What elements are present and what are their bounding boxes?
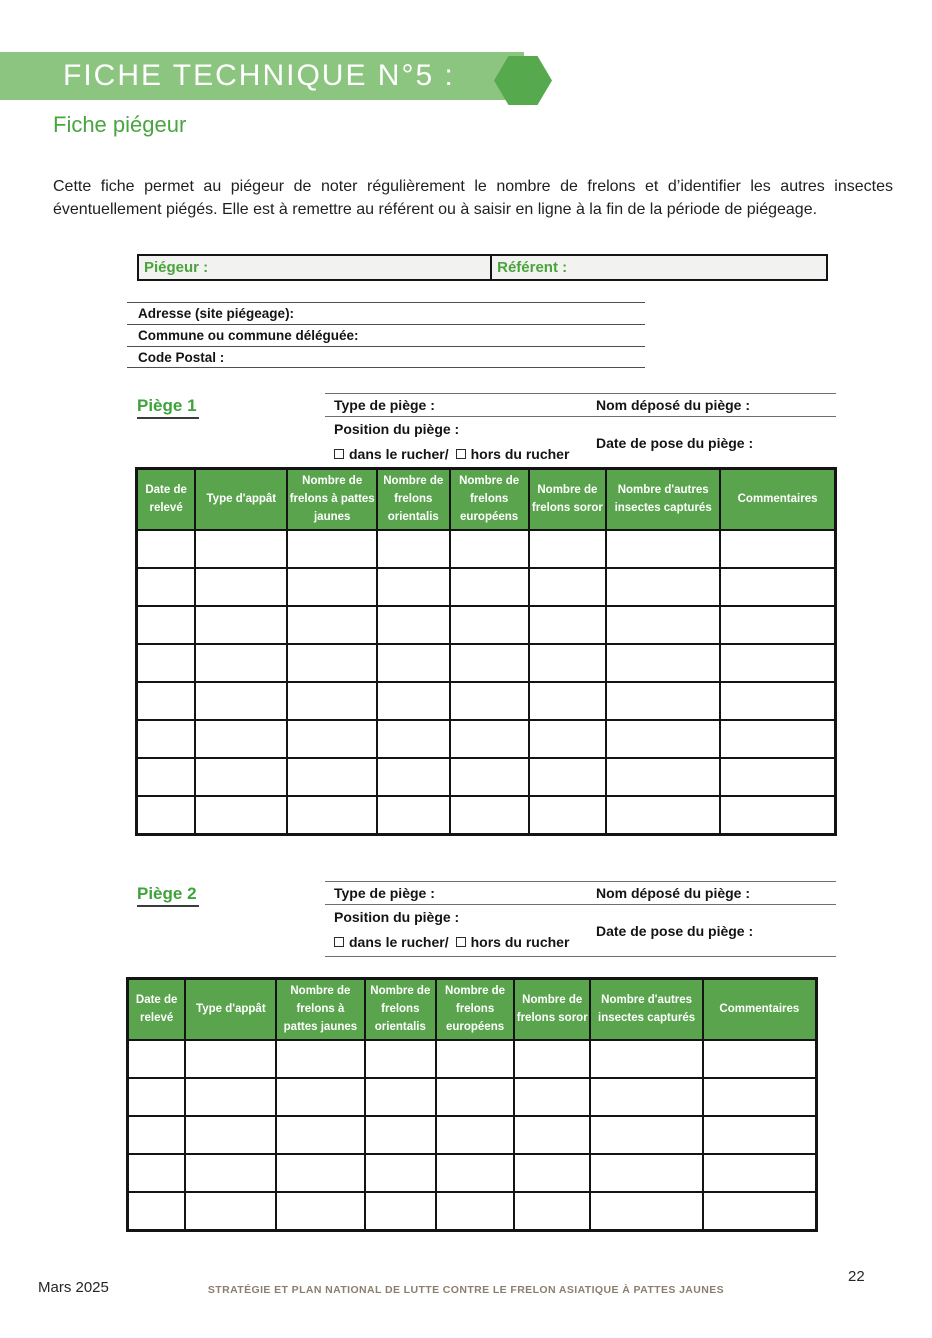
postal-code-field [127,346,645,368]
referent-label: Référent : [497,259,568,276]
empty-cell [195,682,287,720]
empty-cell [377,758,450,796]
empty-cell [276,1154,364,1192]
empty-cell [377,568,450,606]
empty-cell [137,644,196,682]
empty-cell [436,1192,514,1230]
empty-cell [287,530,376,568]
trap-name-label: Nom déposé du piège : [596,885,751,901]
empty-cell [195,758,287,796]
empty-cell [287,758,376,796]
trap-type-label: Type de piège : [334,885,435,901]
empty-cell [606,568,720,606]
piege1-position-cell [325,417,596,468]
empty-cell [703,1154,817,1192]
empty-table-row [137,758,836,796]
piege2-capture-table [126,977,818,1232]
empty-cell [720,568,835,606]
trap-name-label: Nom déposé du piège : [596,397,751,413]
piege2-position-cell [325,905,596,956]
col-commentaires: Commentaires [703,979,817,1041]
empty-cell [529,568,607,606]
empty-cell [529,606,607,644]
empty-cell [450,758,529,796]
col-frelons-pattes-jaunes: Nombre de frelons à pattes jaunes [276,979,364,1041]
empty-cell [287,606,376,644]
empty-cell [514,1078,590,1116]
empty-cell [377,606,450,644]
empty-cell [720,644,835,682]
empty-cell [185,1116,276,1154]
empty-cell [377,796,450,834]
checkbox-hors-du-rucher[interactable] [456,937,466,947]
checkbox-dans-le-rucher[interactable] [334,449,344,459]
page-title: FICHE TECHNIQUE N°5 : [63,59,455,92]
empty-cell [195,530,287,568]
col-frelons-europeens: Nombre de frelons européens [436,979,514,1041]
footer-document-title: STRATÉGIE ET PLAN NATIONAL DE LUTTE CONTRE LE FRELON ASIATIQUE À PATTES JAUNES [207,1284,725,1296]
empty-cell [137,530,196,568]
empty-cell [185,1192,276,1230]
empty-cell [590,1078,702,1116]
empty-table-row [137,568,836,606]
empty-cell [590,1154,702,1192]
empty-cell [195,644,287,682]
empty-cell [137,796,196,834]
address-label: Adresse (site piégeage): [138,306,295,321]
empty-cell [514,1040,590,1078]
empty-cell [365,1192,437,1230]
col-frelons-europeens: Nombre de frelons européens [450,469,529,531]
empty-cell [529,530,607,568]
empty-cell [287,796,376,834]
empty-cell [137,682,196,720]
empty-cell [606,796,720,834]
empty-cell [450,644,529,682]
banner [0,52,524,100]
empty-cell [529,720,607,758]
col-date-releve: Date de relevé [137,469,196,531]
piege1-checkbox-line [334,446,596,462]
empty-cell [606,644,720,682]
empty-table-row [128,1192,817,1230]
empty-table-row [137,644,836,682]
empty-cell [514,1192,590,1230]
empty-cell [590,1040,702,1078]
checkbox-dans-le-rucher-label: dans le rucher/ [349,934,449,950]
empty-cell [195,720,287,758]
piege1-form-row1 [325,393,836,417]
empty-table-row [128,1078,817,1116]
trap-pose-date-label: Date de pose du piège : [596,922,754,939]
empty-cell [720,796,835,834]
empty-cell [703,1078,817,1116]
piege1-capture-table [135,467,837,836]
empty-cell [276,1116,364,1154]
empty-cell [720,530,835,568]
commune-label: Commune ou commune déléguée: [138,328,359,343]
empty-cell [185,1040,276,1078]
empty-cell [703,1192,817,1230]
empty-cell [703,1040,817,1078]
piegeur-label: Piégeur : [144,259,209,276]
empty-cell [287,644,376,682]
empty-cell [137,606,196,644]
col-frelons-soror: Nombre de frelons soror [514,979,590,1041]
empty-cell [450,530,529,568]
empty-cell [606,682,720,720]
col-autres-insectes: Nombre d'autres insectes capturés [590,979,702,1041]
checkbox-hors-du-rucher[interactable] [456,449,466,459]
empty-cell [529,682,607,720]
piegeur-field [139,256,492,279]
postal-code-label: Code Postal : [138,349,225,365]
identity-table [137,254,828,281]
empty-cell [514,1154,590,1192]
piege2-heading: Piège 2 [137,884,199,907]
col-frelons-pattes-jaunes: Nombre de frelons à pattes jaunes [287,469,376,531]
empty-cell [529,758,607,796]
empty-cell [377,644,450,682]
trap-position-label: Position du piège : [334,421,460,437]
empty-cell [606,720,720,758]
empty-cell [128,1154,186,1192]
empty-cell [365,1078,437,1116]
empty-cell [450,720,529,758]
empty-cell [590,1192,702,1230]
piege1-heading: Piège 1 [137,396,199,419]
col-frelons-orientalis: Nombre de frelons orientalis [365,979,437,1041]
empty-cell [276,1078,364,1116]
trap-position-label: Position du piège : [334,909,460,925]
trap-type-label: Type de piège : [334,397,435,413]
address-block [127,302,645,368]
empty-cell [450,606,529,644]
empty-cell [287,720,376,758]
empty-cell [128,1192,186,1230]
footer-date: Mars 2025 [38,1279,109,1296]
empty-cell [529,644,607,682]
page-number: 22 [848,1268,865,1285]
empty-cell [195,796,287,834]
empty-cell [287,568,376,606]
piege1-form [325,393,836,468]
empty-table-row [137,796,836,834]
empty-cell [137,758,196,796]
empty-cell [377,530,450,568]
piege1-form-row2 [325,417,836,468]
piege2-form-row2 [325,905,836,957]
checkbox-dans-le-rucher[interactable] [334,937,344,947]
col-frelons-soror: Nombre de frelons soror [529,469,607,531]
empty-cell [185,1078,276,1116]
col-commentaires: Commentaires [720,469,835,531]
empty-cell [436,1154,514,1192]
empty-table-row [128,1154,817,1192]
empty-cell [720,606,835,644]
empty-table-row [128,1116,817,1154]
empty-cell [195,606,287,644]
empty-cell [590,1116,702,1154]
empty-cell [436,1116,514,1154]
empty-table-row [137,530,836,568]
address-field [127,302,645,324]
empty-cell [703,1116,817,1154]
referent-field [492,256,826,279]
intro-paragraph: Cette fiche permet au piégeur de noter régulièrement le nombre de frelons et d’identifier les autres insectes éventuellement piégés. Elle est à remettre au référent ou à saisir en ligne à la fin de la période de piégeage. [53,178,893,218]
empty-cell [720,720,835,758]
col-type-appat: Type d'appât [195,469,287,531]
empty-cell [606,530,720,568]
empty-cell [128,1078,186,1116]
empty-cell [137,568,196,606]
empty-table-row [137,720,836,758]
empty-cell [450,682,529,720]
empty-cell [377,720,450,758]
empty-cell [377,682,450,720]
empty-cell [450,568,529,606]
empty-cell [606,758,720,796]
empty-cell [365,1116,437,1154]
empty-cell [128,1116,186,1154]
commune-field [127,324,645,346]
empty-table-row [137,682,836,720]
table-header-row [137,469,836,531]
empty-cell [128,1040,186,1078]
checkbox-hors-du-rucher-label: hors du rucher [470,446,570,462]
table-header-row [128,979,817,1041]
piege2-form [325,881,836,957]
page-subtitle: Fiche piégeur [53,112,187,137]
checkbox-dans-le-rucher-label: dans le rucher/ [349,446,449,462]
col-date-releve: Date de relevé [128,979,186,1041]
empty-cell [365,1040,437,1078]
empty-cell [529,796,607,834]
empty-cell [720,758,835,796]
empty-cell [436,1078,514,1116]
col-frelons-orientalis: Nombre de frelons orientalis [377,469,450,531]
col-autres-insectes: Nombre d'autres insectes capturés [606,469,720,531]
empty-cell [276,1040,364,1078]
checkbox-hors-du-rucher-label: hors du rucher [470,934,570,950]
empty-cell [195,568,287,606]
empty-table-row [137,606,836,644]
piege2-checkbox-line [334,934,596,950]
empty-cell [137,720,196,758]
empty-cell [287,682,376,720]
col-type-appat: Type d'appât [185,979,276,1041]
empty-cell [365,1154,437,1192]
empty-cell [514,1116,590,1154]
empty-cell [276,1192,364,1230]
empty-table-row [128,1040,817,1078]
piege2-form-row1 [325,881,836,905]
empty-cell [720,682,835,720]
trap-pose-date-label: Date de pose du piège : [596,434,754,451]
empty-cell [436,1040,514,1078]
empty-cell [450,796,529,834]
empty-cell [185,1154,276,1192]
empty-cell [606,606,720,644]
